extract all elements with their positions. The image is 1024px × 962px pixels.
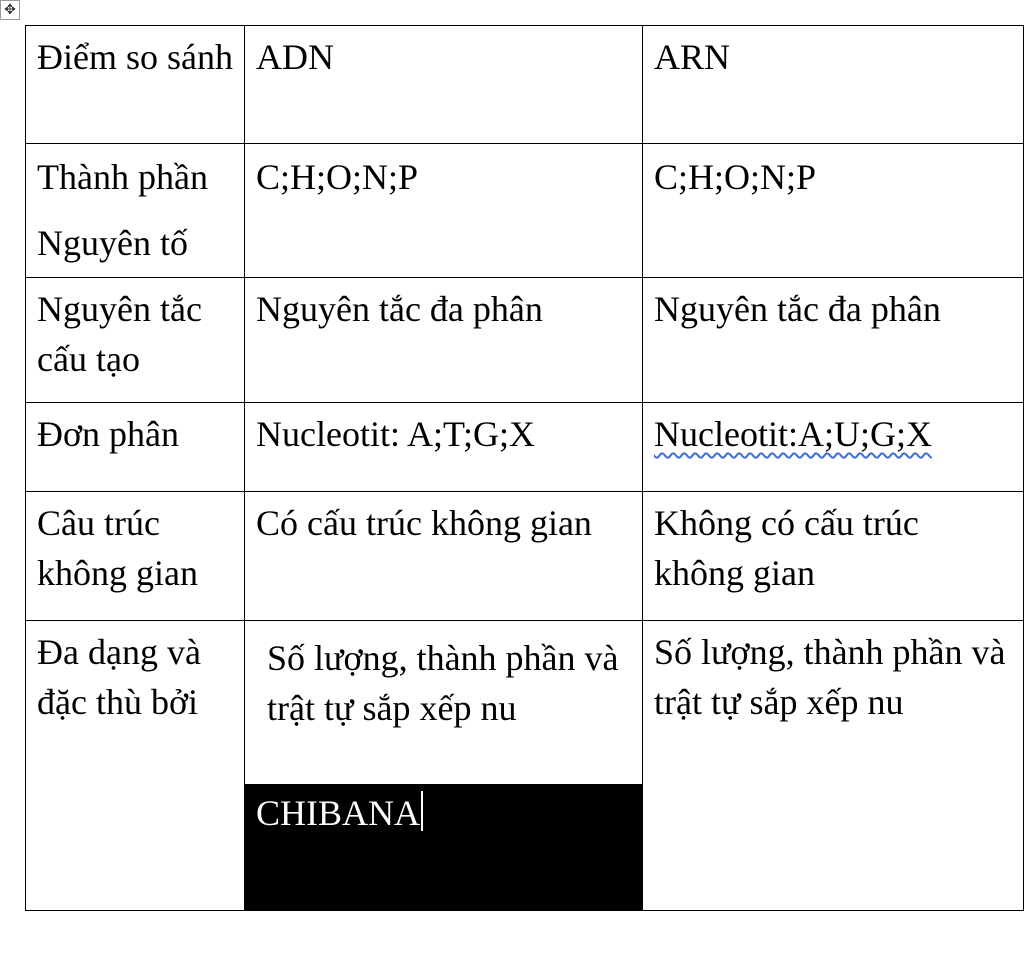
table-row <box>26 492 1024 621</box>
adn-text: Số lượng, thành phần và trật tự sắp xếp nu <box>267 638 619 728</box>
header-criterion: Điểm so sánh <box>37 37 233 77</box>
arn-text: Nucleotit:A;U;G;X <box>654 414 932 454</box>
adn-text: Có cấu trúc không gian <box>256 503 592 543</box>
adn-cell[interactable] <box>245 403 643 492</box>
criterion-cell[interactable] <box>26 621 245 911</box>
criterion-cell[interactable] <box>26 403 245 492</box>
criterion-text: Đơn phân <box>37 414 180 454</box>
arn-text: C;H;O;N;P <box>654 157 817 197</box>
highlight-text: CHIBANA <box>256 793 421 833</box>
header-criterion-cell[interactable] <box>26 26 245 144</box>
arn-cell[interactable] <box>643 403 1024 492</box>
arn-text: Nguyên tắc đa phân <box>654 289 941 329</box>
arn-text: Không có cấu trúc không gian <box>654 503 919 593</box>
arn-cell[interactable] <box>643 492 1024 621</box>
criterion-text: Thành phần Nguyên tố <box>37 157 208 263</box>
arn-text: Số lượng, thành phần và trật tự sắp xếp nu <box>654 632 1006 722</box>
header-arn: ARN <box>654 37 731 77</box>
criterion-cell[interactable] <box>26 278 245 403</box>
header-arn-cell[interactable] <box>643 26 1024 144</box>
arn-cell[interactable] <box>643 278 1024 403</box>
criterion-text: Đa dạng và đặc thù bởi <box>37 632 201 722</box>
header-adn-cell[interactable] <box>245 26 643 144</box>
comparison-table <box>25 25 1024 911</box>
adn-text: C;H;O;N;P <box>256 157 419 197</box>
highlighted-selection[interactable] <box>245 784 642 910</box>
criterion-text: Nguyên tắc cấu tạo <box>37 289 202 379</box>
adn-text: Nucleotit: A;T;G;X <box>256 414 535 454</box>
criterion-text: Câu trúc không gian <box>37 503 198 593</box>
adn-cell[interactable] <box>245 144 643 278</box>
table-row <box>26 621 1024 911</box>
table-row <box>26 278 1024 403</box>
arn-cell[interactable] <box>643 144 1024 278</box>
adn-cell[interactable] <box>245 278 643 403</box>
criterion-cell[interactable] <box>26 144 245 278</box>
table-move-handle-icon[interactable]: ✥ <box>0 0 20 20</box>
adn-cell[interactable] <box>245 492 643 621</box>
arn-cell[interactable] <box>643 621 1024 911</box>
table-header-row <box>26 26 1024 144</box>
adn-cell[interactable] <box>245 621 643 911</box>
text-cursor <box>421 791 423 831</box>
adn-text: Nguyên tắc đa phân <box>256 289 543 329</box>
header-adn: ADN <box>256 37 334 77</box>
criterion-cell[interactable] <box>26 492 245 621</box>
table-row <box>26 144 1024 278</box>
table-row <box>26 403 1024 492</box>
